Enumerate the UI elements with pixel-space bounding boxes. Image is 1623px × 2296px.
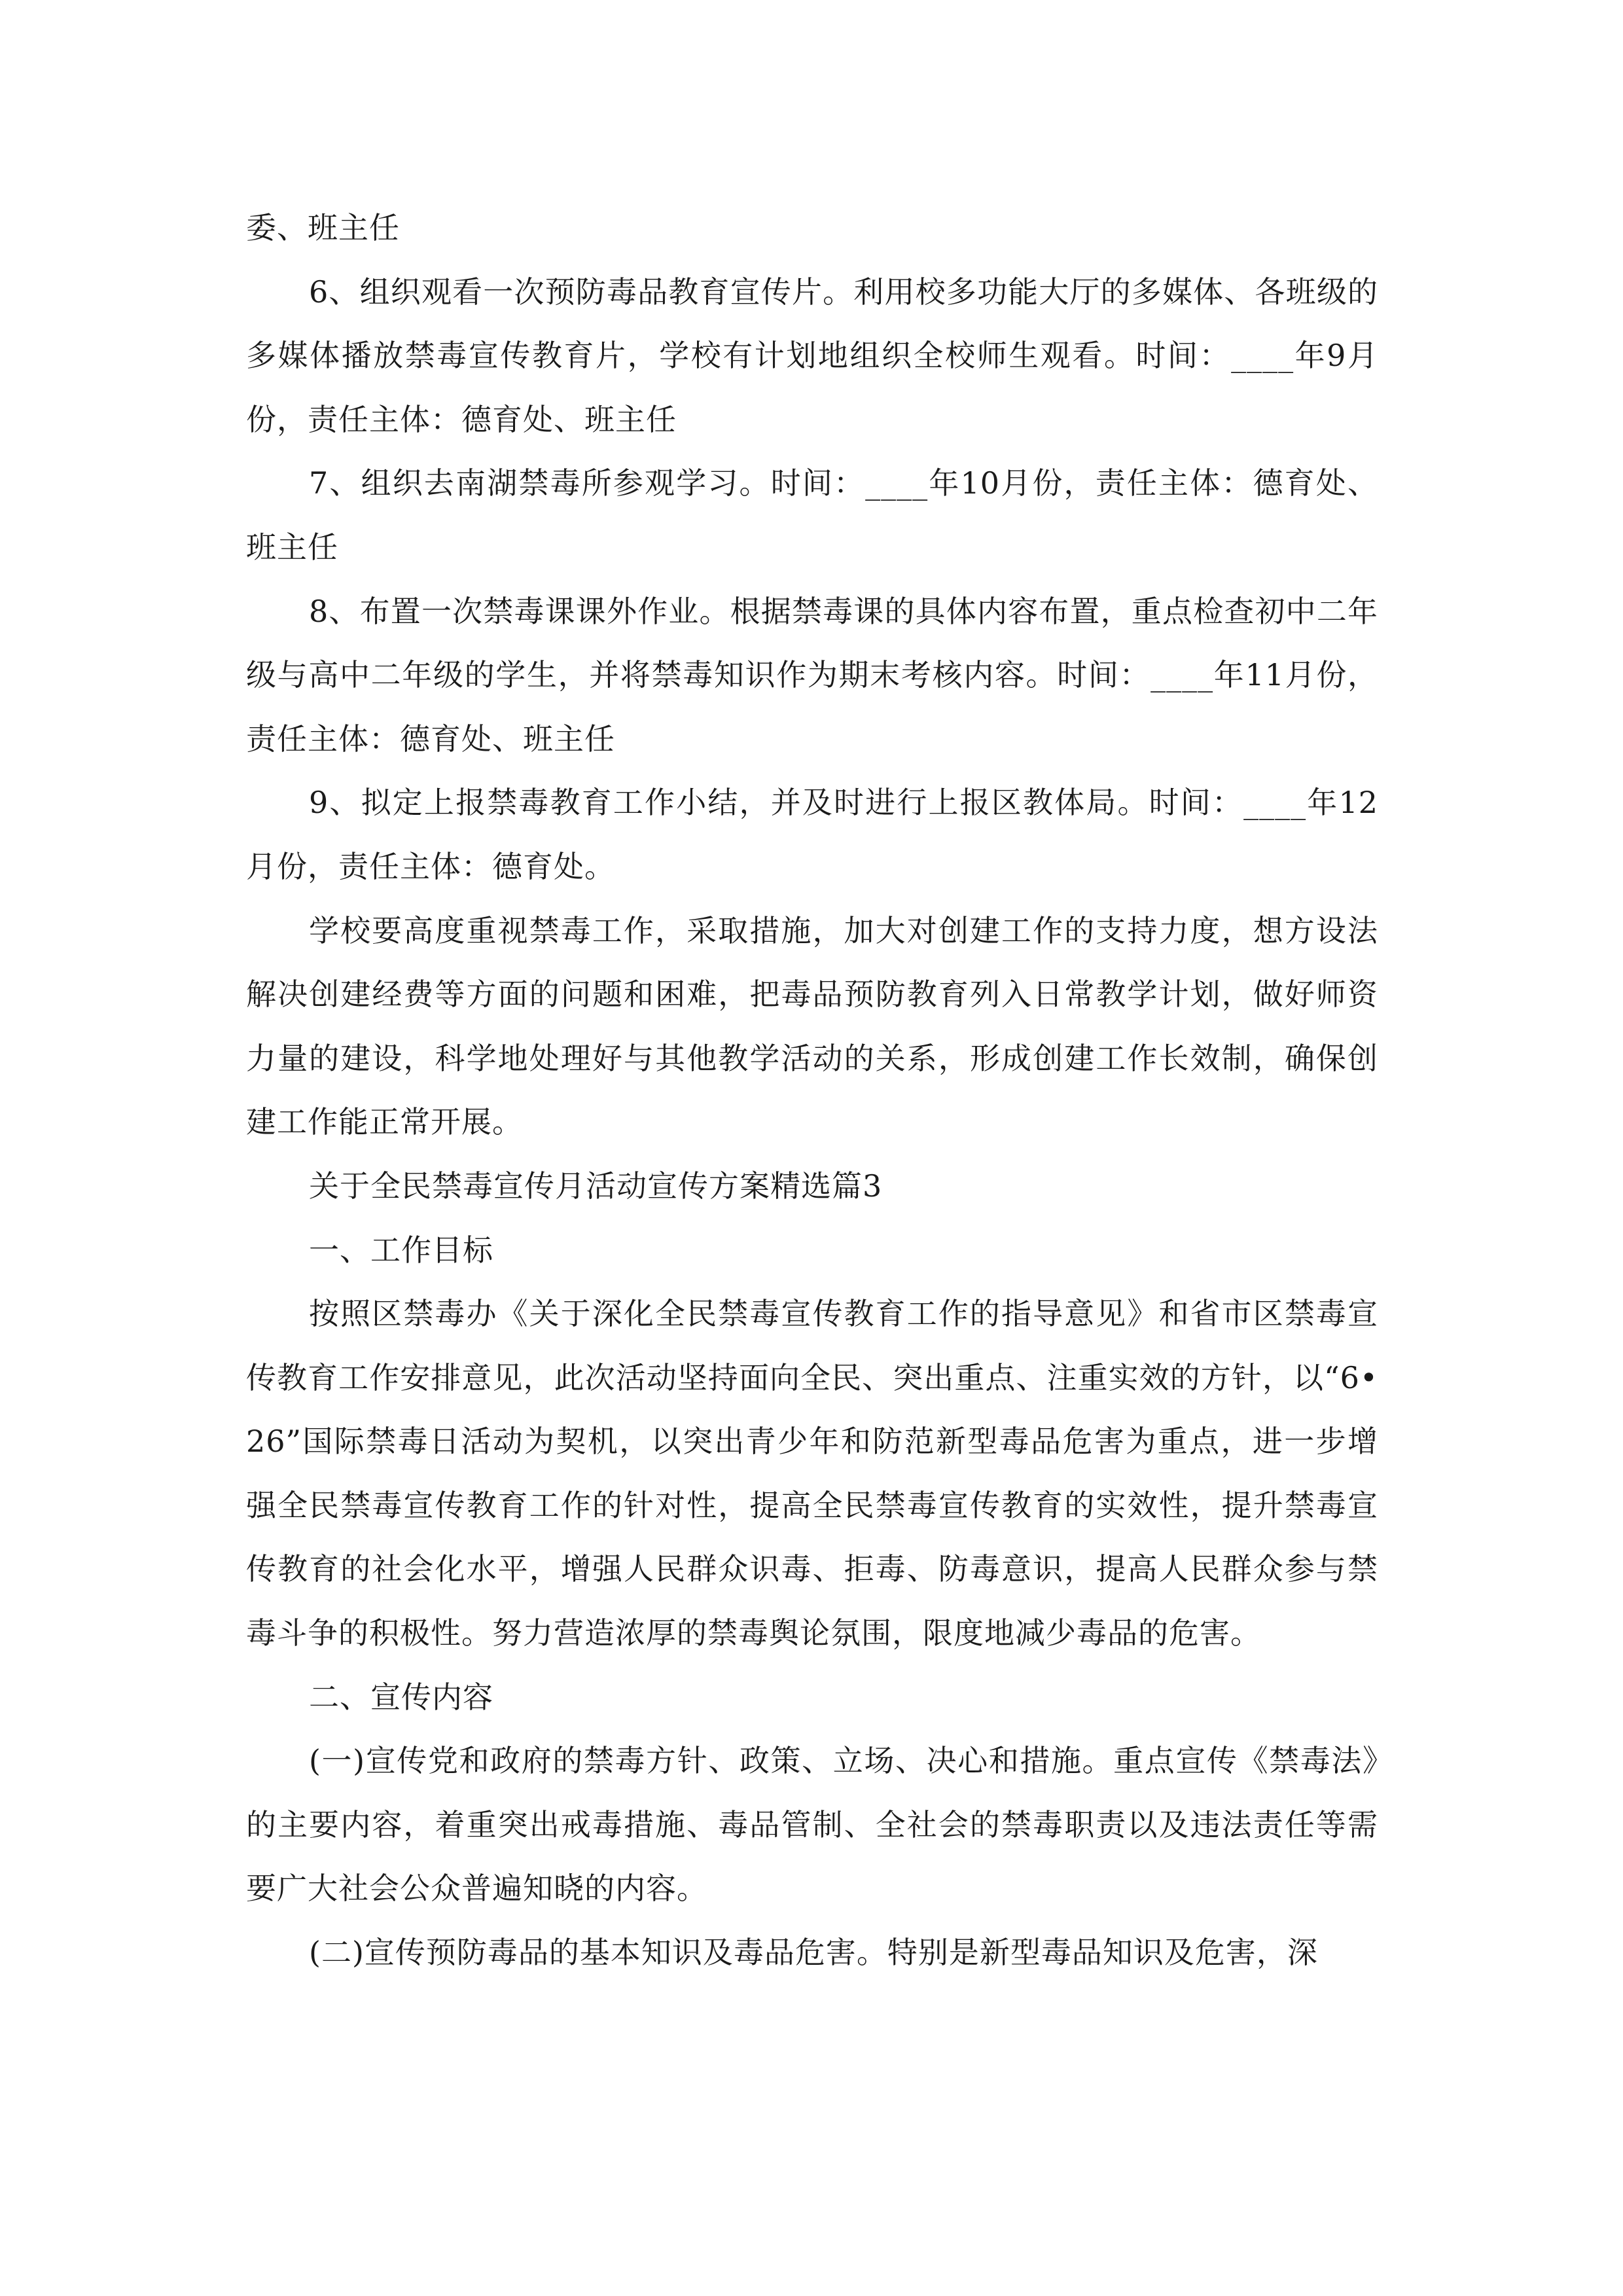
paragraph: 学校要高度重视禁毒工作，采取措施，加大对创建工作的支持力度，想方设法解决创建经费等方面的问题和困难，把毒品预防教育列入日常教学计划，做好师资力量的建设，科学地处理好与其他教学活动的关系，形成创建工作长效制，确保创建工作能正常开展。 (246, 912, 1378, 1140)
paragraph: 8、布置一次禁毒课课外作业。根据禁毒课的具体内容布置，重点检查初中二年级与高中二年级的学生，并将禁毒知识作为期末考核内容。时间：____年11月份，责任主体：德育处、班主任 (246, 593, 1378, 757)
section-heading: 二、宣传内容 (309, 1679, 493, 1715)
section-heading: 一、工作目标 (309, 1232, 493, 1268)
paragraph: 6、组织观看一次预防毒品教育宣传片。利用校多功能大厅的多媒体、各班级的多媒体播放禁毒宣传教育片，学校有计划地组织全校师生观看。时间：____年9月份，责任主体：德育处、班主任 (246, 274, 1378, 437)
paragraph: (二)宣传预防毒品的基本知识及毒品危害。特别是新型毒品知识及危害，深 (309, 1935, 1318, 1971)
paragraph: 7、组织去南湖禁毒所参观学习。时间：____年10月份，责任主体：德育处、班主任 (246, 465, 1378, 565)
paragraph: 按照区禁毒办《关于深化全民禁毒宣传教育工作的指导意见》和省市区禁毒宣传教育工作安排意见，此次活动坚持面向全民、突出重点、注重实效的方针，以“6•26”国际禁毒日活动为契机，以突出青少年和防范新型毒品危害为重点，进一步增强全民禁毒宣传教育工作的针对性，提高全民禁毒宣传教育的实效性，提升禁毒宣传教育的社会化水平，增强人民群众识毒、拒毒、防毒意识，提高人民群众参与禁毒斗争的积极性。努力营造浓厚的禁毒舆论氛围，限度地减少毒品的危害。 (246, 1296, 1378, 1651)
paragraph: 9、拟定上报禁毒教育工作小结，并及时进行上报区教体局。时间：____年12月份，责任主体：德育处。 (246, 785, 1378, 884)
section-title: 关于全民禁毒宣传月活动宣传方案精选篇3 (309, 1168, 883, 1204)
document-body (246, 196, 1378, 1985)
paragraph: 委、班主任 (246, 210, 400, 245)
paragraph: (一)宣传党和政府的禁毒方针、政策、立场、决心和措施。重点宣传《禁毒法》的主要内容，着重突出戒毒措施、毒品管制、全社会的禁毒职责以及违法责任等需要广大社会公众普遍知晓的内容。 (246, 1743, 1378, 1907)
